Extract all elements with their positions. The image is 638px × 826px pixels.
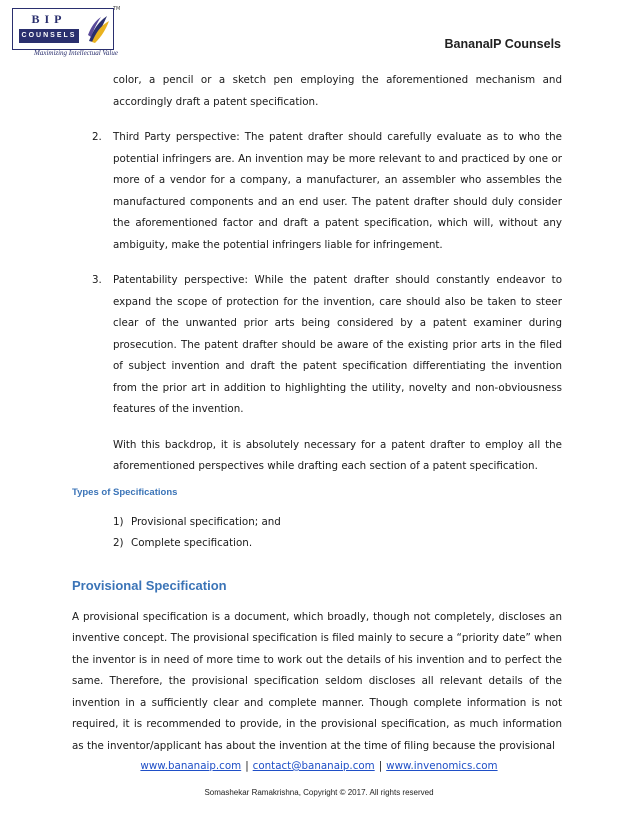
list-item <box>72 270 562 421</box>
invenomics-website-link[interactable]: www.invenomics.com <box>386 760 498 772</box>
logo-tagline: Maximizing Intellectual Value <box>34 49 118 57</box>
list-item-text: Third Party perspective: The patent drafter should carefully evaluate as to who the potential infringers are. An invention may be more relevant to and practiced by one or more of a vendor for a company, a manufacturer, an assembler who assembles the manufactured components and an end user. The patent drafter should duly consider the aforementioned factor and draft a patent specification, which will, without any ambiguity, make the potential infringers liable for infringement. <box>113 131 562 251</box>
list-item-number: 2) <box>113 537 124 549</box>
list-item-text: Provisional specification; and <box>131 515 281 528</box>
list-item-number: 2. <box>92 131 102 143</box>
page-header-title: BananaIP Counsels <box>444 37 561 51</box>
bip-counsels-logo <box>12 6 121 60</box>
logo-counsels-text: COUNSELS <box>19 29 79 43</box>
contact-email-link[interactable]: contact@bananaip.com <box>252 760 375 772</box>
logo-bip-text: BIP <box>19 11 79 27</box>
list-item-number: 1) <box>113 515 124 528</box>
list-item <box>72 127 562 256</box>
list-item <box>72 533 562 555</box>
list-item-text: Complete specification. <box>131 537 253 549</box>
list-item-text: Patentability perspective: While the patent drafter should constantly endeavor to expand the scope of protection for the invention, care should also be taken to steer clear of the unwanted prior arts being considered by a patent examiner during prosecution. The patent drafter should be aware of the existing prior arts in the filed of subject invention and draft the patent specification differentiating the invention from the prior art in addition to highlighting the utility, novelty and non-obviousness features of the invention. <box>113 274 562 415</box>
logo-trademark: TM <box>113 6 121 12</box>
banana-leaf-icon <box>85 13 111 45</box>
footer-copyright: Somashekar Ramakrishna, Copyright © 2017. All rights reserved <box>204 788 434 797</box>
types-of-specifications-heading: Types of Specifications <box>72 486 178 498</box>
footer-separator: | <box>378 760 383 772</box>
footer-links <box>0 760 638 772</box>
logo-frame <box>12 8 114 50</box>
footer-separator: | <box>245 760 249 772</box>
provisional-specification-heading: Provisional Specification <box>72 577 227 593</box>
intro-continuation-paragraph: color, a pencil or a sketch pen employing the aforementioned mechanism and accordingly draft a patent specification. <box>113 74 562 108</box>
list-item-number: 3. <box>92 274 102 286</box>
bananaip-website-link[interactable]: www.bananaip.com <box>140 760 242 772</box>
specification-types-list <box>72 512 562 555</box>
document-body <box>72 70 562 757</box>
provisional-specification-paragraph: A provisional specification is a document, which broadly, though not completely, discloses an inventive concept. The provisional specification is filed mainly to secure a “priority date” when the inventor is in need of more time to work out the details of his invention and to perfect the same. Therefore, the provisional specification seldom discloses all relevant details of the invention in a sufficiently clear and complete manner. Though complete information is not required, it is recommended to provide, in the provisional specification, as much information as the inventor/applicant has about the invention at the time of filing because the provisional <box>72 610 562 752</box>
list-item <box>72 512 562 534</box>
backdrop-paragraph: With this backdrop, it is absolutely necessary for a patent drafter to employ all the aforementioned perspectives while drafting each section of a patent specification. <box>113 438 562 472</box>
